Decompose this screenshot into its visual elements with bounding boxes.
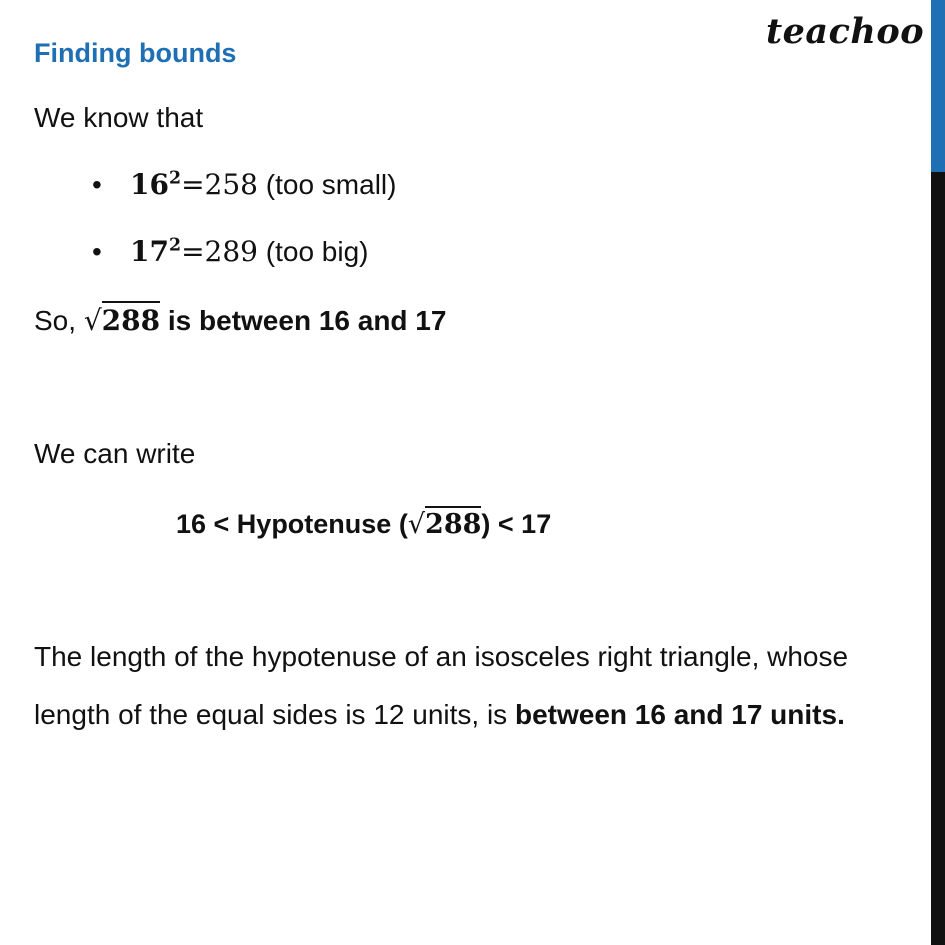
equals-sign: = — [181, 235, 205, 268]
between-prefix: So, — [34, 305, 77, 336]
square-note: (too small) — [265, 169, 397, 200]
square-value: 258 — [204, 168, 258, 201]
square-note: (too big) — [265, 236, 369, 267]
write-text: We can write — [34, 438, 196, 469]
square-value: 289 — [204, 235, 258, 268]
equals-sign: = — [181, 168, 205, 201]
conclusion-plain: length of the equal sides is 12 units, is — [34, 699, 508, 730]
inequality-statement — [176, 508, 551, 541]
bullet-dot-icon: • — [92, 236, 102, 267]
teachoo-logo: teachoo — [766, 11, 925, 52]
square-root-icon: √ — [407, 509, 426, 540]
square-exponent: 2 — [168, 168, 182, 189]
conclusion-bold: between 16 and 17 units. — [514, 699, 845, 730]
radicand: 288 — [102, 301, 160, 337]
scrollbar-thumb[interactable] — [931, 0, 945, 172]
conclusion-line-1: The length of the hypotenuse of an isosceles right triangle, whose — [34, 641, 849, 672]
square-root-icon: √ — [83, 304, 102, 337]
inequality-right: ) < 17 — [481, 509, 552, 539]
square-base: 17 — [130, 235, 169, 268]
section-heading: Finding bounds — [34, 38, 237, 68]
intro-text: We know that — [34, 102, 204, 133]
scrollbar-track[interactable] — [931, 0, 945, 945]
bullet-item-16-squared — [92, 168, 396, 202]
radicand: 288 — [425, 506, 481, 540]
conclusion-line-2 — [34, 698, 845, 732]
between-text: is between 16 and 17 — [167, 305, 447, 336]
between-statement — [34, 304, 446, 338]
inequality-left: 16 < Hypotenuse ( — [176, 509, 408, 539]
bullet-dot-icon: • — [92, 169, 102, 200]
bullet-item-17-squared — [92, 235, 368, 269]
square-exponent: 2 — [168, 235, 182, 256]
square-base: 16 — [130, 168, 169, 201]
